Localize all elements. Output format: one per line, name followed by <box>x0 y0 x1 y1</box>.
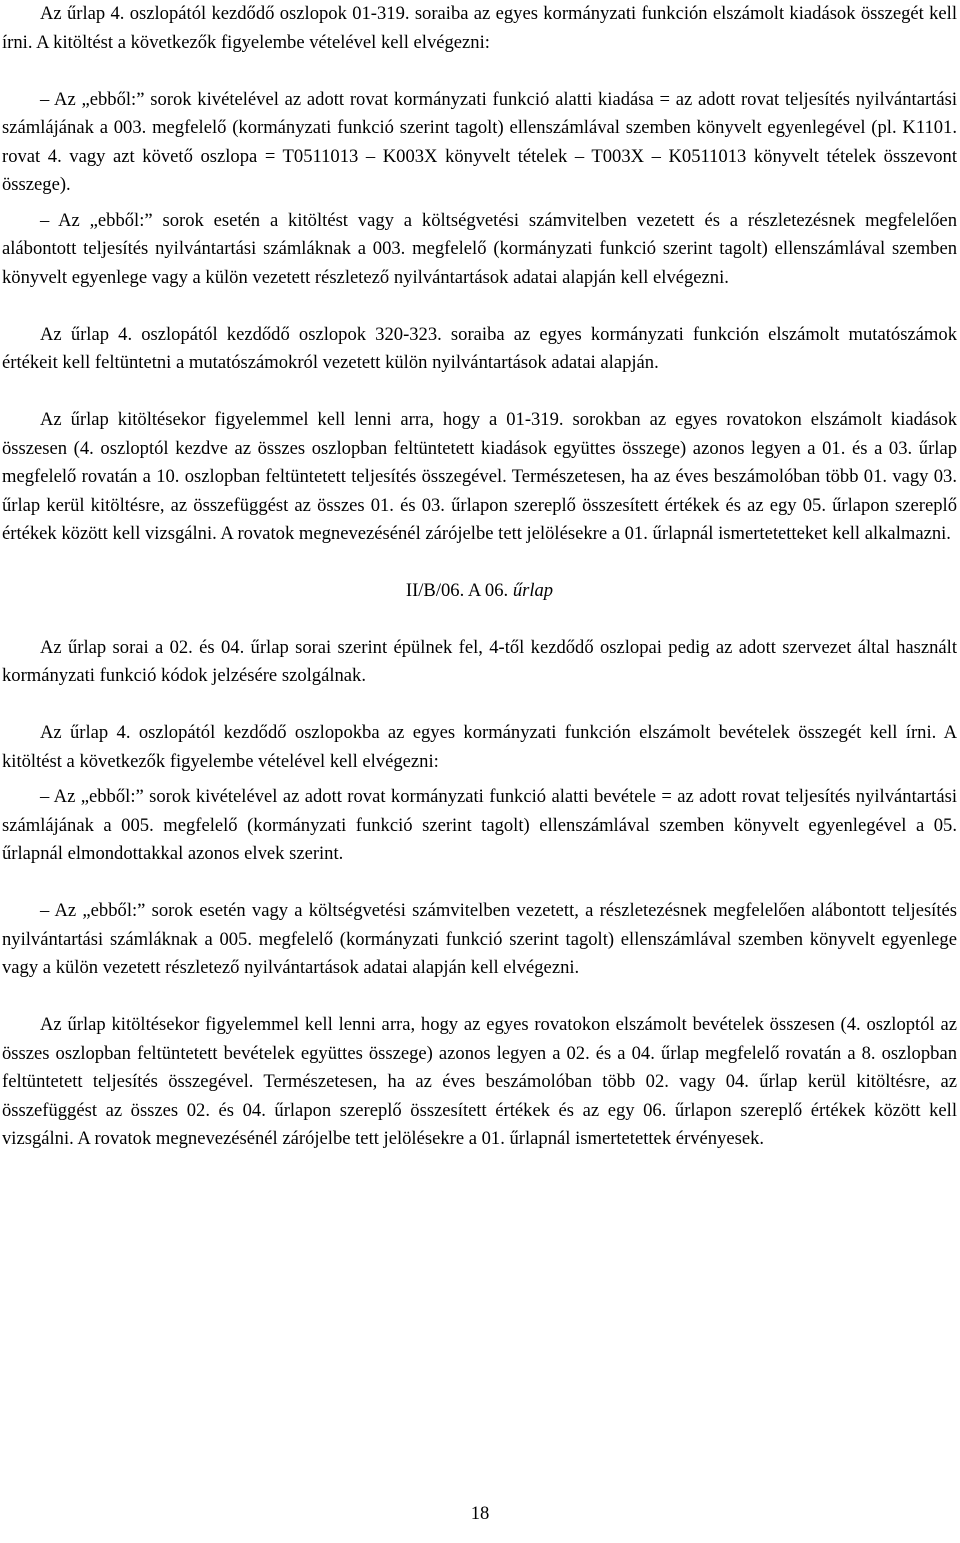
section-title <box>2 577 957 606</box>
paragraph-consistency-check: Az űrlap kitöltésekor figyelemmel kell lenni arra, hogy a 01-319. sorokban az egyes rovatokon elszámolt kiadások összesen (4. oszloptól kezdve az összes oszlopban feltüntetett kiadások együttes összege) azonos legyen a 01. és a 03. űrlap megfelelő rovatán a 10. oszlopban feltüntetett teljesítés összegével. Természetesen, ha az éves beszámolóban több 01. vagy 03. űrlap kerül kitöltésre, az összefüggést az összes 01. és 03. űrlapon szereplő összesített értékek és az egy 05. űrlapon szereplő értékek között kell vizsgálni. A rovatok megnevezésénél zárójelbe tett jelölésekre a 01. űrlapnál ismertetetteket kell alkalmazni. <box>2 409 957 544</box>
document-body <box>2 0 957 1154</box>
paragraph-06-columns: Az űrlap 4. oszlopától kezdődő oszlopokba az egyes kormányzati funkción elszámolt bevételek összegét kell írni. A kitöltést a következők figyelembe vételével kell elvégezni: <box>2 722 957 772</box>
bullet-revenue-exception: – Az „ebből:” sorok kivételével az adott rovat kormányzati funkció alatti bevétele = az adott rovat teljesítés nyilvántartási számlájának a 005. megfelelő (kormányzati funkció szerint tagolt) ellenszámlával szemben könyvelt egyenlegével a 05. űrlapnál elmondottakkal azonos elvek szerint. <box>2 786 957 864</box>
section-title-prefix: II/B/06. A 06. <box>405 579 513 601</box>
paragraph-06-intro: Az űrlap 4. oszlopától kezdődő oszlopok 01-319. soraiba az egyes kormányzati funkción elszámolt kiadások összegét kell írni. A kitöltést a következők figyelembe vételével kell elvégezni: <box>2 3 957 53</box>
paragraph-06-rows: Az űrlap sorai a 02. és 04. űrlap sorai szerint épülnek fel, 4-től kezdődő oszlopai pedig az adott szervezet által használt kormányzati funkció kódok jelzésére szolgálnak. <box>2 636 957 686</box>
paragraph-indicators: Az űrlap 4. oszlopától kezdődő oszlopok 320-323. soraiba az egyes kormányzati funkción elszámolt mutatószámok értékeit kell feltüntetni a mutatószámokról vezetett külön nyilvántartások adatai alapján. <box>2 323 957 373</box>
bullet-ebbol-exception: – Az „ebből:” sorok kivételével az adott rovat kormányzati funkció alatti kiadása = az adott rovat teljesítés nyilvántartási számlájának a 003. megfelelő (kormányzati funkció szerint tagolt) ellenszámlával szemben könyvelt egyenlegével (pl. K1101. rovat 4. vagy azt követő oszlopa = T0511013 – K003X könyvelt tételek – T003X – K0511013 könyvelt tételek összevont összege). <box>2 88 957 195</box>
bullet-ebbol-rows: – Az „ebből:” sorok esetén a kitöltést vagy a költségvetési számvitelben vezetett és a részletezésnek megfelelően alábontott teljesítés nyilvántartási számláknak a 003. megfelelő (kormányzati funkció szerint tagolt) ellenszámlával szemben könyvelt egyenlege vagy a külön vezetett részletező nyilvántartások adatai alapján kell elvégezni. <box>2 209 957 288</box>
section-title-italic: űrlap <box>512 579 554 601</box>
paragraph-revenue-consistency: Az űrlap kitöltésekor figyelemmel kell lenni arra, hogy az egyes rovatokon elszámolt bevételek összesen (4. oszloptól az összes oszlopban feltüntetett bevételek együttes összege) azonos legyen a 02. és a 04. űrlap megfelelő rovatán a 8. oszlopban feltüntetett teljesítés összegével. Természetesen, ha az éves beszámolóban több 02. vagy 04. űrlap kerül kitöltésre, az összefüggést az összes 02. és 04. űrlapon szereplő összesített értékek és az egy 06. űrlapon szereplő értékek között kell vizsgálni. A rovatok megnevezésénél zárójelbe tett jelölésekre a 01. űrlapnál ismertetettek érvényesek. <box>2 1014 957 1149</box>
bullet-revenue-rows: – Az „ebből:” sorok esetén vagy a költségvetési számvitelben vezetett, a részletezésnek megfelelően alábontott teljesítés nyilvántartási számláknak a 005. megfelelő (kormányzati funkció szerint tagolt) ellenszámlával szemben könyvelt egyenlege vagy a külön vezetett részletező nyilvántartások adatai alapján kell elvégezni. <box>2 900 957 978</box>
page-number: 18 <box>470 1503 490 1524</box>
